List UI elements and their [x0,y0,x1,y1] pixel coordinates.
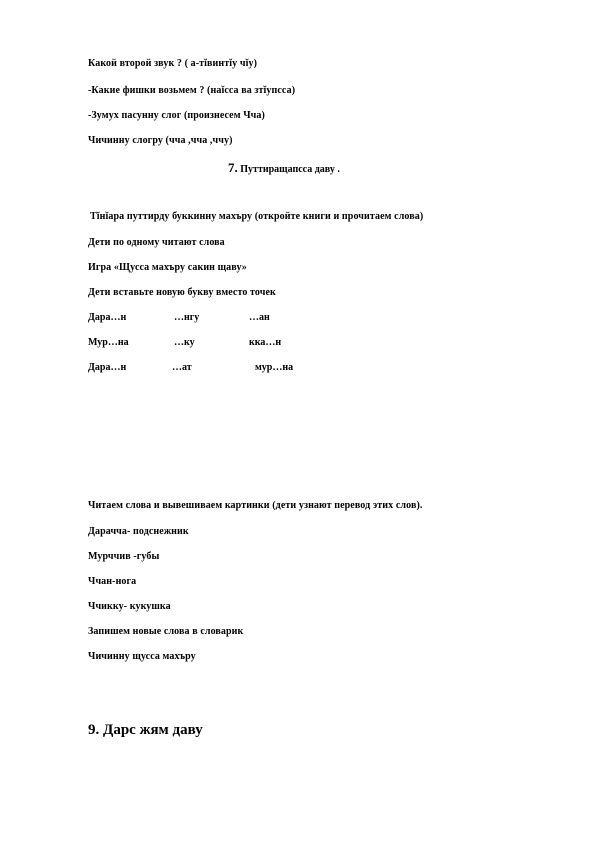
section-9-heading: 9. Дарс жям даву [88,722,203,738]
insert-letter-line: Дети вставьте новую букву вместо точек [88,287,276,298]
section-7-title: Путтиращапсса даву . [237,164,340,175]
word-cell: Дара…н [88,312,127,323]
word-cell: кка…н [249,337,282,348]
children-read-line: Дети по одному читают слова [88,237,225,248]
new-words-line: Чичинну щусса махъру [88,651,196,662]
section-7-heading [228,160,340,176]
word-cell: …ан [249,312,270,323]
word-cell: …нгу [174,312,200,323]
question-chips: -Какие фишки возьмем ? (наĭсса ва зтĭупсса) [88,85,296,96]
word-cell: …ат [172,362,192,373]
word-cell: Дара…н [88,362,127,373]
word-cell: …ку [174,337,195,348]
vocab-item: Дарачча- подснежник [88,526,189,537]
section-7-number: 7. [228,160,238,175]
word-cell: Мур…на [88,337,129,348]
question-second-sound: Какой второй звук ? ( а-тĭвинтĭу чĭу) [88,58,258,69]
syllables-line: Чичинну слогру (чча ,чча ,ччу) [88,135,233,146]
vocab-item: Ччикку- кукушка [88,601,171,612]
read-words-line: Читаем слова и вывешиваем картинки (дети узнают перевод этих слов). [88,500,423,511]
vocab-item: Ччан-нога [88,576,137,587]
game-line: Игра «Щусса махъру сакин щаву» [88,262,247,273]
vocab-item: Мурччив -губы [88,551,160,562]
instruction-pronounce: -Зумух пасунну слог (произнесем Чча) [88,110,265,121]
write-dictionary-line: Запишем новые слова в словарик [88,626,244,637]
word-cell: мур…на [255,362,294,373]
open-books-line: Тĭнĭара путтирду буккинну махъру (откройте книги и прочитаем слова) [90,211,424,222]
